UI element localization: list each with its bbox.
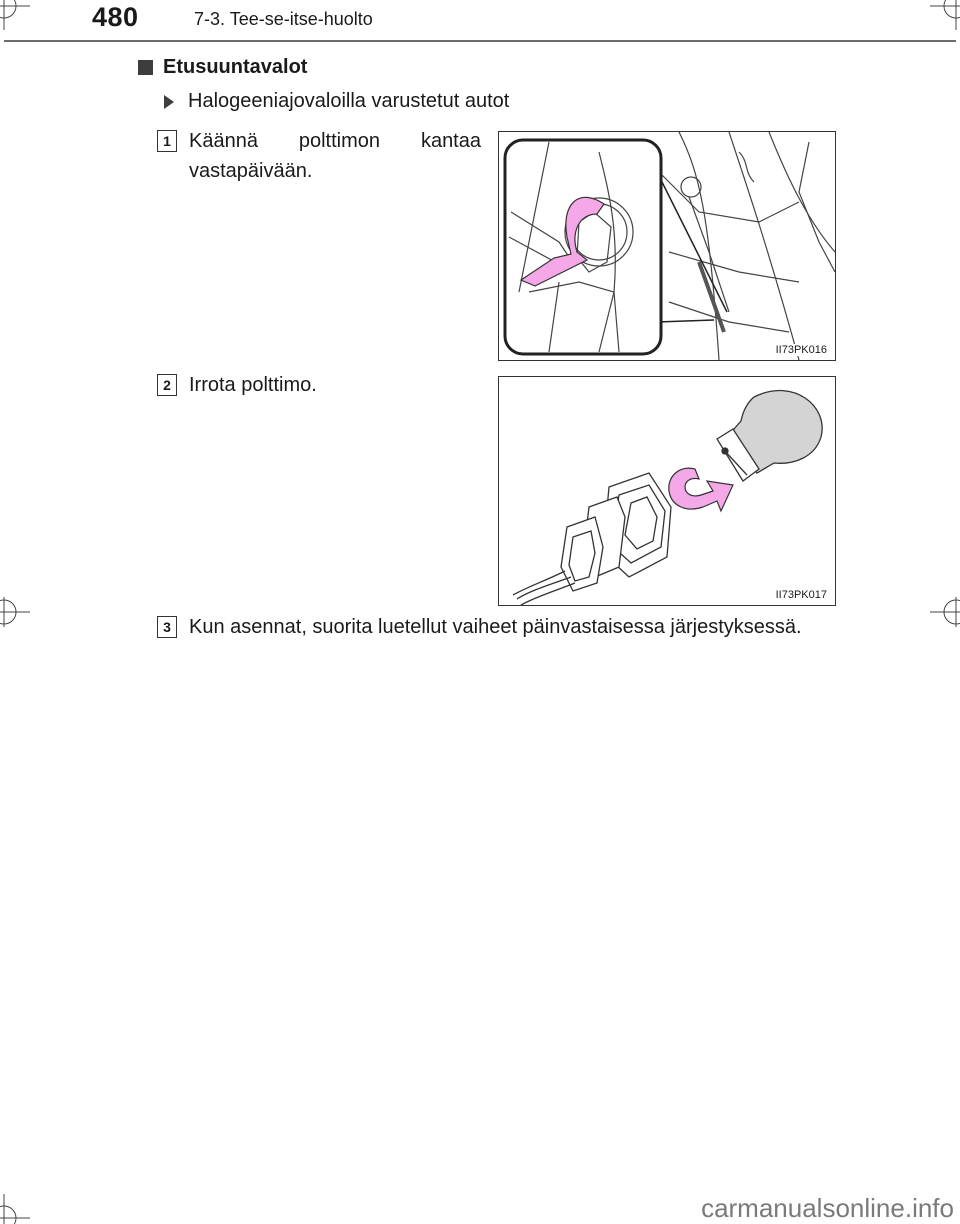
- step-2-text: Irrota polttimo.: [189, 374, 317, 396]
- step-number-2: 2: [157, 374, 177, 396]
- step-1-text-line1: Käännä polttimon kantaa: [189, 130, 481, 152]
- triangle-bullet-icon: [164, 95, 174, 109]
- subsection-heading: [164, 90, 509, 113]
- figure-bulb-removal: [498, 376, 836, 606]
- page-number: 480: [92, 2, 139, 32]
- step-3-text: Kun asennat, suorita luetellut vaiheet päinvastaisessa järjestyksessä.: [189, 616, 802, 638]
- step-1-text-line2: vastapäivään.: [189, 160, 313, 182]
- crop-mark-top-left: [0, 0, 30, 30]
- step-number-3: 3: [157, 616, 177, 638]
- figure-code: II73PK017: [775, 589, 827, 601]
- header-divider: [4, 40, 956, 42]
- crop-mark-bottom-left: [0, 1194, 30, 1224]
- subsection-title: Halogeeniajovaloilla varustetut autot: [188, 90, 510, 112]
- figure-code: II73PK016: [775, 344, 827, 356]
- headlight-bulb-socket-rotate-illustration: [499, 132, 835, 360]
- section-title: Etusuuntavalot: [163, 56, 308, 78]
- step-number-1: 1: [157, 130, 177, 152]
- crop-mark-mid-right: [930, 597, 960, 627]
- step-1-text: [189, 126, 481, 186]
- crop-mark-mid-left: [0, 597, 30, 627]
- square-bullet-icon: [138, 60, 153, 75]
- figure-headlight-socket: [498, 131, 836, 361]
- section-heading: [138, 56, 307, 79]
- bulb-removal-illustration: [499, 377, 835, 605]
- chapter-title: 7-3. Tee-se-itse-huolto: [194, 9, 373, 29]
- crop-mark-top-right: [930, 0, 960, 30]
- watermark: carmanualsonline.info: [701, 1193, 954, 1223]
